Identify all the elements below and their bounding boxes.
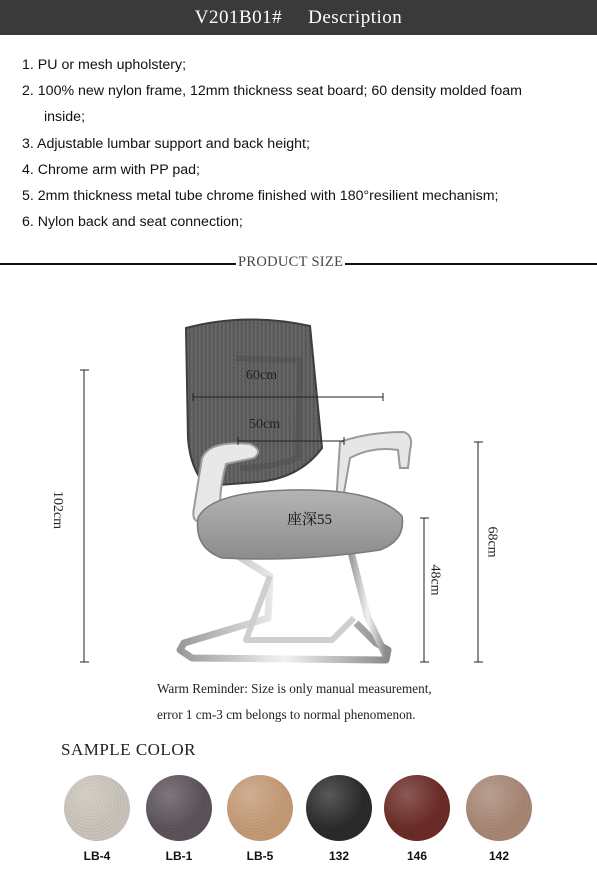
dimension-seat-width: 50cm xyxy=(249,417,281,432)
swatch-chip xyxy=(306,775,372,841)
swatch-label: LB-5 xyxy=(246,849,274,863)
swatch-chip xyxy=(384,775,450,841)
swatch-chip xyxy=(227,775,293,841)
product-size-label: PRODUCT SIZE xyxy=(238,254,344,270)
dimension-back-width: 60cm xyxy=(246,368,278,383)
swatch-lb-5[interactable] xyxy=(225,775,295,863)
description-continuation: inside; xyxy=(44,109,86,126)
swatch-146[interactable] xyxy=(382,775,452,863)
header-title: Description xyxy=(308,6,403,28)
swatch-label: LB-1 xyxy=(165,849,193,863)
swatch-label: LB-4 xyxy=(83,849,111,863)
description-item: 6. Nylon back and seat connection; xyxy=(22,214,243,231)
reminder-line-2: error 1 cm-3 cm belongs to normal phenomenon. xyxy=(157,707,416,722)
sample-color-title: SAMPLE COLOR xyxy=(61,740,196,759)
model-number: V201B01# xyxy=(194,6,283,28)
swatch-list xyxy=(62,775,542,865)
seat-depth-label: 座深55 xyxy=(287,512,333,528)
description-item: 4. Chrome arm with PP pad; xyxy=(22,161,200,178)
dimension-arm-height: 68cm xyxy=(484,526,500,558)
description-item: 5. 2mm thickness metal tube chrome finished with 180°resilient mechanism; xyxy=(22,188,499,205)
swatch-label: 142 xyxy=(488,849,510,863)
description-item: 2. 100% new nylon frame, 12mm thickness seat board; 60 density molded foam inside; xyxy=(22,78,588,130)
swatch-chip xyxy=(146,775,212,841)
reminder-line-1: Warm Reminder: Size is only manual measurement, xyxy=(157,681,432,696)
swatch-142[interactable] xyxy=(464,775,534,863)
swatch-label: 146 xyxy=(406,849,428,863)
swatch-label: 132 xyxy=(328,849,350,863)
swatch-chip xyxy=(64,775,130,841)
swatch-lb-4[interactable] xyxy=(62,775,132,863)
description-item: 1. PU or mesh upholstery; xyxy=(22,57,187,73)
description-item: 3. Adjustable lumbar support and back height; xyxy=(22,135,310,152)
swatch-chip xyxy=(466,775,532,841)
swatch-132[interactable] xyxy=(304,775,374,863)
dimension-total-height: 102cm xyxy=(50,490,66,530)
swatch-lb-1[interactable] xyxy=(144,775,214,863)
dimension-seat-height: 48cm xyxy=(427,564,443,596)
